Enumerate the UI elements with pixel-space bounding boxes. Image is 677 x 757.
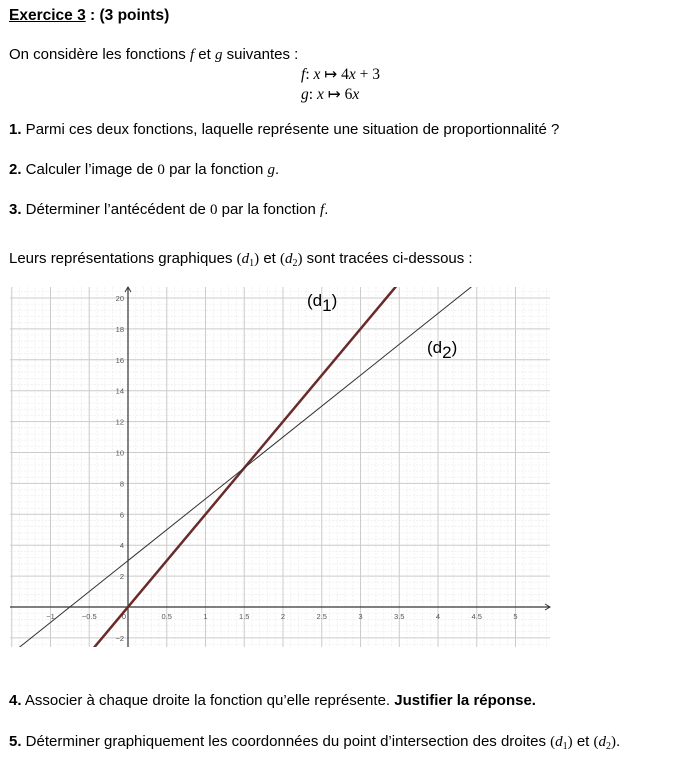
question-4: 4. Associer à chaque droite la fonction qu’elle représente. Justifier la réponse. [9,692,536,709]
svg-text:18: 18 [115,324,124,334]
svg-text:16: 16 [115,355,124,365]
function-graph [0,284,560,650]
graph-intro: Leurs représentations graphiques $(d_1)$ et $(d_2)$ sont tracées ci-dessous : [9,250,473,269]
intro-text: On considère les fonctions f et g suivantes : [9,46,299,63]
svg-text:8: 8 [119,479,124,489]
line-d2 [0,284,560,650]
question-3: 3. Déterminer l’antécédent de 0 par la fonction f. [9,201,329,218]
question-5: 5. Déterminer graphiquement les coordonnées du point d’intersection des droites $(d_1)$ et $(d_2)$. [9,733,621,752]
question-2: 2. Calculer l’image de 0 par la fonction g. [9,161,280,178]
svg-text:3.5: 3.5 [394,612,405,621]
svg-text:10: 10 [115,448,124,458]
svg-text:4: 4 [119,541,124,551]
svg-text:2: 2 [280,612,286,621]
svg-text:6: 6 [119,510,124,520]
svg-text:−2: −2 [115,633,124,643]
svg-text:3: 3 [358,612,363,621]
svg-text:0: 0 [121,612,127,621]
svg-text:1: 1 [203,612,208,621]
svg-text:12: 12 [115,417,124,427]
svg-text:2.5: 2.5 [316,612,327,621]
exercise-title: Exercice 3 : (3 points) [9,7,170,24]
svg-text:4.5: 4.5 [471,612,482,621]
svg-text:1.5: 1.5 [239,612,250,621]
minor-grid [10,287,550,647]
question-1: 1. Parmi ces deux fonctions, laquelle représente une situation de proportionnalité ? [9,121,560,138]
svg-text:0.5: 0.5 [161,612,172,621]
svg-text:2: 2 [119,572,124,582]
label-d1: (d1) [307,291,338,315]
svg-text:4: 4 [435,612,441,621]
svg-text:−1: −1 [46,612,55,621]
svg-text:−0.5: −0.5 [81,612,97,621]
function-g-definition: g: x ↦ 6x [301,86,360,103]
svg-text:14: 14 [115,386,124,396]
label-d2: (d2) [427,338,458,362]
function-f-definition: f: x ↦ 4x + 3 [301,66,381,83]
svg-text:5: 5 [513,612,518,621]
svg-text:20: 20 [115,294,124,303]
plot-lines [0,284,560,650]
